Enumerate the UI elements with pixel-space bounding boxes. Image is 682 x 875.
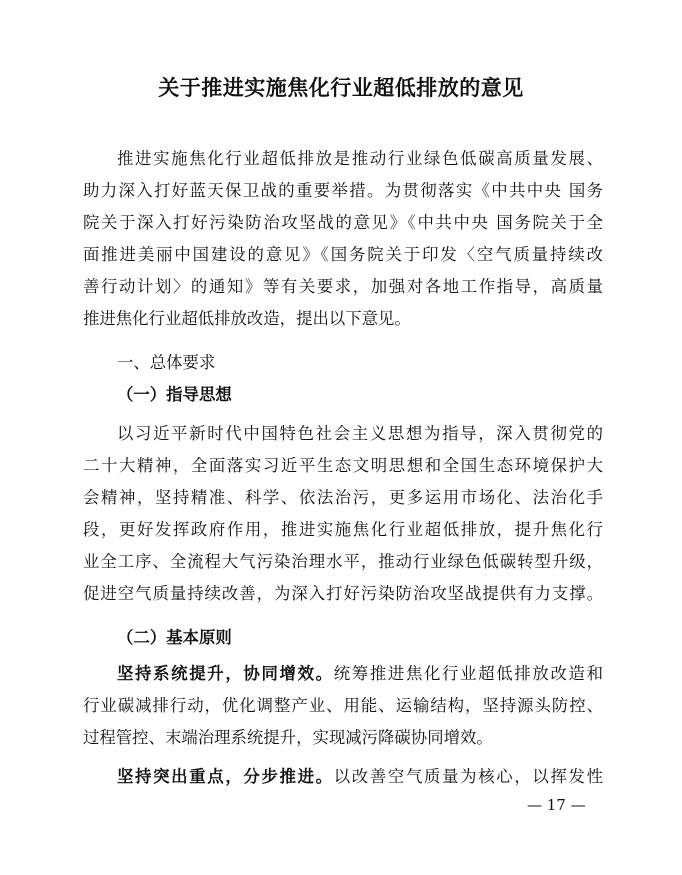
guiding-line-1: 以习近平新时代中国特色社会主义思想为指导，深入贯彻党的 <box>117 424 603 443</box>
page-number: — 17 — <box>527 796 586 814</box>
guiding-line-6: 促进空气质量持续改善，为深入打好污染防治攻坚战提供有力支撑。 <box>83 584 603 603</box>
guiding-line-5: 业全工序、全流程大气污染治理水平，推动行业绿色低碳转型升级， <box>83 552 603 571</box>
principle-1-lead: 坚持系统提升，协同增效。 <box>117 664 334 683</box>
guiding-line-4: 段，更好发挥政府作用，推进实施焦化行业超低排放，提升焦化行 <box>83 520 603 539</box>
principle-1-line-2: 行业碳减排行动，优化调整产业、用能、运输结构，坚持源头防控、 <box>83 696 603 715</box>
principle-1-line-3: 过程管控、末端治理系统提升，实现减污降碳协同增效。 <box>83 728 493 747</box>
document-title: 关于推进实施焦化行业超低排放的意见 <box>158 76 524 100</box>
subsection-heading-guiding-thought: （一）指导思想 <box>117 385 232 404</box>
intro-line-5: 善行动计划〉的通知》等有关要求，加强对各地工作指导，高质量 <box>83 277 603 296</box>
intro-line-3: 院关于深入打好污染防治攻坚战的意见》《中共中央 国务院关于全 <box>83 213 603 232</box>
intro-line-4: 面推进美丽中国建设的意见》《国务院关于印发〈空气质量持续改 <box>83 245 603 264</box>
principle-2-first-line <box>117 761 603 793</box>
subsection-heading-basic-principles: （二）基本原则 <box>117 628 232 647</box>
intro-line-1: 推进实施焦化行业超低排放是推动行业绿色低碳高质量发展、 <box>117 149 603 168</box>
guiding-line-3: 会精神，坚持精准、科学、依法治污，更多运用市场化、法治化手 <box>83 488 603 507</box>
intro-line-6: 推进焦化行业超低排放改造，提出以下意见。 <box>83 309 411 328</box>
intro-line-2: 助力深入打好蓝天保卫战的重要举措。为贯彻落实《中共中央 国务 <box>83 181 603 200</box>
guiding-line-2: 二十大精神，全面落实习近平生态文明思想和全国生态环境保护大 <box>83 456 603 475</box>
principle-2-first-line-rest: 以改善空气质量为核心，以挥发性 <box>333 767 603 786</box>
section-heading-general-requirements: 一、总体要求 <box>117 353 216 372</box>
principle-1-first-line <box>117 658 603 690</box>
principle-2-lead: 坚持突出重点，分步推进。 <box>117 767 334 786</box>
principle-1-first-line-rest: 统筹推进焦化行业超低排放改造和 <box>333 664 603 683</box>
